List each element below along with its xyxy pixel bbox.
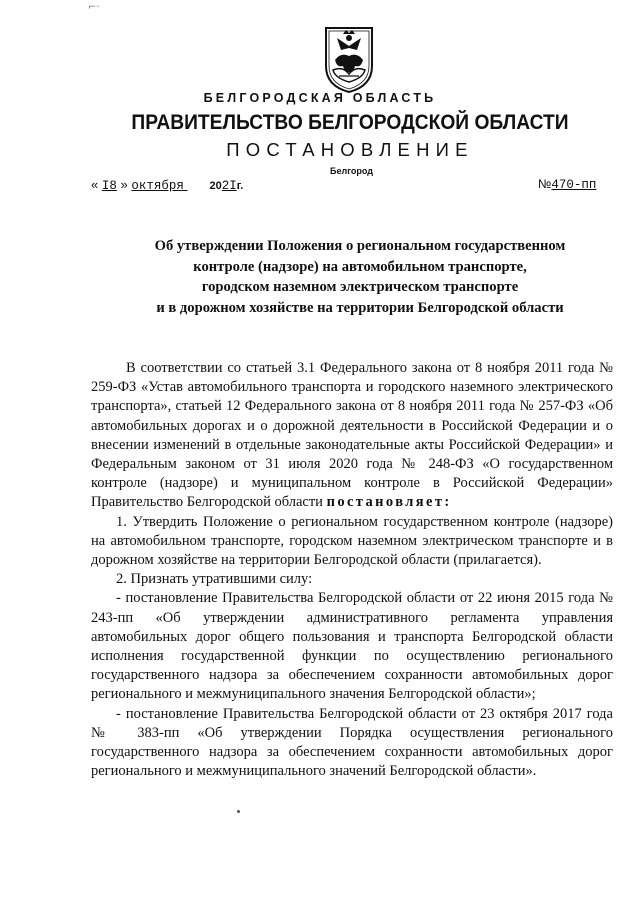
document-number xyxy=(538,177,596,192)
document-body xyxy=(91,359,613,781)
region-name: БЕЛГОРОДСКАЯ ОБЛАСТЬ xyxy=(203,91,437,105)
repealed-act-2: - постановление Правительства Белгородской области от 23 октября 2017 года № 383-пп «Об утверждении Порядка осуществления регионального государственного надзора за обеспечением сохранности автомобильных дорог регионального и межмуниципального значений Белгородской области». xyxy=(91,705,613,780)
document-type: ПОСТАНОВЛЕНИЕ xyxy=(226,139,474,160)
date-blank-line xyxy=(184,177,206,192)
government-name: ПРАВИТЕЛЬСТВО БЕЛГОРОДСКОЙ ОБЛАСТИ xyxy=(131,111,569,134)
scan-dot xyxy=(237,810,240,813)
item-1-paragraph: 1. Утвердить Положение о региональном государственном контроле (надзоре) на автомобильном транспорте, городском наземном электрическом транспорте и в дорожном хозяйстве на территории Белгородской области (прилагается). xyxy=(91,513,613,569)
decree-word: постановляет xyxy=(326,494,445,511)
date-year-unit: г. xyxy=(236,180,244,192)
date-close-quote: » xyxy=(120,177,128,192)
item-2-paragraph: 2. Признать утратившими силу: xyxy=(116,571,313,588)
date-line xyxy=(91,177,243,193)
preamble-text: В соответствии со статьей 3.1 Федерального закона от 8 ноября 2011 года № 259-ФЗ «Устав автомобильного транспорта и городского наземного электрического транспорта», статьей 12 Федерального закона от 8 ноября 2011 года № 257-ФЗ «Об автомобильных дорогах и о дорожной деятельности в Российской Федерации и о внесении изменений в отдельные законодательные акты Российской Федерации» и Федеральным законом от 31 июля 2020 года № 248-ФЗ «О государственном контроле (надзоре) и муниципальном контроле в Российской Федерации» Правительство Белгородской области xyxy=(91,360,613,511)
date-open-quote: « xyxy=(91,177,99,192)
preamble-paragraph xyxy=(91,359,613,513)
repealed-act-1: - постановление Правительства Белгородской области от 22 июня 2015 года № 243-пп «Об утверждении административного регламента управления автомобильных дорог общего пользования и транспорта Белгородской области исполнения государственной функции по осуществлению регионального государственного надзора за обеспечением сохранности автомобильных дорог регионального и межмуниципального значения Белгородской области»; xyxy=(91,590,613,703)
document-title xyxy=(80,236,640,318)
date-day: I8 xyxy=(101,179,117,193)
date-year-suffix: 2I xyxy=(221,179,237,193)
scan-artifact: ⌐· xyxy=(88,2,100,13)
title-line: контроле (надзоре) на автомобильном транспорте, xyxy=(193,258,527,275)
city-name: Белгород xyxy=(330,166,373,176)
title-line: Об утверждении Положения о региональном государственном xyxy=(154,238,566,254)
title-line: и в дорожном хозяйстве на территории Белгородской области xyxy=(156,299,564,316)
number-value: 470-пп xyxy=(551,178,597,192)
belgorod-coat-of-arms-icon xyxy=(323,26,375,94)
number-sign: № xyxy=(538,177,552,191)
title-line: городском наземном электрическом транспорте xyxy=(201,279,519,295)
decree-colon: : xyxy=(444,494,450,511)
date-month: октября xyxy=(131,179,184,193)
date-year-prefix: 20 xyxy=(209,180,222,192)
